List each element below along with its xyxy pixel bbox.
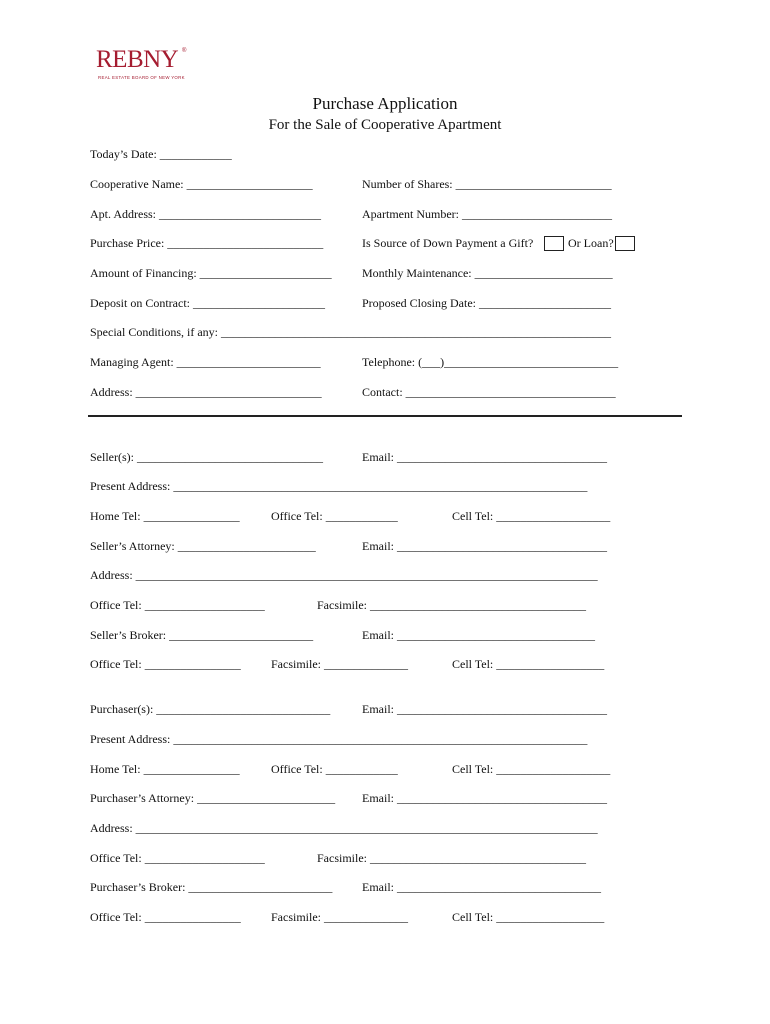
telephone-field[interactable]: Telephone: (___)_____________________________ <box>362 355 619 369</box>
deposit-on-contract-field[interactable]: Deposit on Contract: ______________________ <box>90 296 325 310</box>
proposed-closing-date-field[interactable]: Proposed Closing Date: ______________________ <box>362 296 611 310</box>
seller-cell-tel-field[interactable]: Cell Tel: ___________________ <box>452 509 611 523</box>
logo-tagline: REAL ESTATE BOARD OF NEW YORK <box>98 75 185 80</box>
seller-home-tel-field[interactable]: Home Tel: ________________ <box>90 509 240 523</box>
seller-broker-cell-tel-field[interactable]: Cell Tel: __________________ <box>452 657 605 671</box>
seller-attorney-facsimile-field[interactable]: Facsimile: ____________________________________ <box>317 598 586 612</box>
logo-wordmark: REBNY <box>96 46 179 73</box>
number-of-shares-field[interactable]: Number of Shares: __________________________ <box>362 177 612 191</box>
cooperative-name-field[interactable]: Cooperative Name: _____________________ <box>90 177 313 191</box>
sellers-field[interactable]: Seller(s): _______________________________ <box>90 450 323 464</box>
seller-attorney-address-field[interactable]: Address: _____________________________________________________________________________ <box>90 568 598 582</box>
todays-date-field[interactable]: Today’s Date: ____________ <box>90 147 232 161</box>
logo-registered-mark: ® <box>182 48 187 54</box>
purchaser-email-field[interactable]: Email: ___________________________________ <box>362 702 607 716</box>
apt-address-field[interactable]: Apt. Address: ___________________________ <box>90 207 321 221</box>
purchaser-attorney-facsimile-field[interactable]: Facsimile: ____________________________________ <box>317 851 586 865</box>
seller-present-address-field[interactable]: Present Address: _____________________________________________________________________ <box>90 479 588 493</box>
loan-checkbox[interactable] <box>615 236 635 251</box>
seller-attorney-field[interactable]: Seller’s Attorney: _______________________ <box>90 539 316 553</box>
contact-field[interactable]: Contact: ___________________________________ <box>362 385 616 399</box>
seller-broker-office-tel-field[interactable]: Office Tel: ________________ <box>90 657 241 671</box>
or-loan-label: Or Loan? <box>568 236 614 250</box>
purchaser-broker-cell-tel-field[interactable]: Cell Tel: __________________ <box>452 910 605 924</box>
purchaser-home-tel-field[interactable]: Home Tel: ________________ <box>90 762 240 776</box>
seller-broker-field[interactable]: Seller’s Broker: ________________________ <box>90 628 314 642</box>
purchasers-field[interactable]: Purchaser(s): _____________________________ <box>90 702 331 716</box>
managing-agent-field[interactable]: Managing Agent: ________________________ <box>90 355 321 369</box>
purchaser-broker-office-tel-field[interactable]: Office Tel: ________________ <box>90 910 241 924</box>
purchaser-attorney-field[interactable]: Purchaser’s Attorney: _______________________ <box>90 791 336 805</box>
purchaser-present-address-field[interactable]: Present Address: _____________________________________________________________________ <box>90 732 588 746</box>
purchaser-office-tel-field[interactable]: Office Tel: ____________ <box>271 762 398 776</box>
purchaser-cell-tel-field[interactable]: Cell Tel: ___________________ <box>452 762 611 776</box>
document-subtitle: For the Sale of Cooperative Apartment <box>268 117 502 133</box>
monthly-maintenance-field[interactable]: Monthly Maintenance: _______________________ <box>362 266 613 280</box>
purchaser-attorney-office-tel-field[interactable]: Office Tel: ____________________ <box>90 851 265 865</box>
seller-attorney-office-tel-field[interactable]: Office Tel: ____________________ <box>90 598 265 612</box>
purchaser-broker-facsimile-field[interactable]: Facsimile: ______________ <box>271 910 408 924</box>
purchaser-attorney-address-field[interactable]: Address: _____________________________________________________________________________ <box>90 821 598 835</box>
document-title: Purchase Application <box>312 94 458 113</box>
section-divider <box>88 415 682 417</box>
apartment-number-field[interactable]: Apartment Number: _________________________ <box>362 207 612 221</box>
seller-broker-facsimile-field[interactable]: Facsimile: ______________ <box>271 657 408 671</box>
purchaser-attorney-email-field[interactable]: Email: ___________________________________ <box>362 791 607 805</box>
purchase-price-field[interactable]: Purchase Price: __________________________ <box>90 236 324 250</box>
purchaser-broker-field[interactable]: Purchaser’s Broker: ________________________ <box>90 880 333 894</box>
seller-email-field[interactable]: Email: ___________________________________ <box>362 450 607 464</box>
gift-checkbox[interactable] <box>544 236 564 251</box>
amount-of-financing-field[interactable]: Amount of Financing: ______________________ <box>90 266 332 280</box>
seller-office-tel-field[interactable]: Office Tel: ____________ <box>271 509 398 523</box>
seller-attorney-email-field[interactable]: Email: ___________________________________ <box>362 539 607 553</box>
down-payment-gift-label: Is Source of Down Payment a Gift? <box>362 236 534 250</box>
special-conditions-field[interactable]: Special Conditions, if any: _________________________________________________________________ <box>90 325 611 339</box>
rebny-logo <box>96 46 196 86</box>
agent-address-field[interactable]: Address: _______________________________ <box>90 385 322 399</box>
purchaser-broker-email-field[interactable]: Email: __________________________________ <box>362 880 601 894</box>
seller-broker-email-field[interactable]: Email: _________________________________ <box>362 628 595 642</box>
